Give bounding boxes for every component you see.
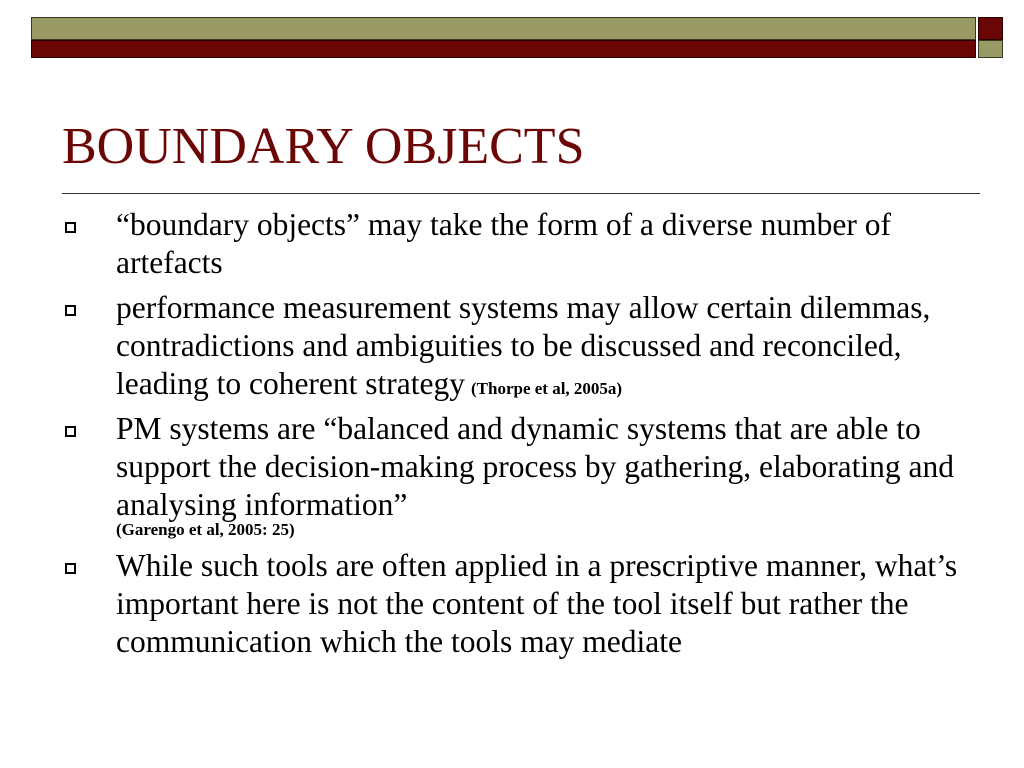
header-band-red xyxy=(31,40,976,58)
bullet-citation: (Thorpe et al, 2005a) xyxy=(471,379,623,398)
bullet-text: “boundary objects” may take the form of a diverse number of artefacts xyxy=(116,207,891,280)
square-bullet-icon xyxy=(65,426,76,437)
bullet-text: PM systems are “balanced and dynamic systems that are able to support the decision-making process by gathering, elaborating and analysing information” xyxy=(116,411,955,522)
bullet-text: performance measurement systems may allow certain dilemmas, contradictions and ambiguities to be discussed and reconciled, leading to coherent strategy xyxy=(116,290,931,401)
bullet-citation: (Garengo et al, 2005: 25) xyxy=(116,520,295,539)
square-bullet-icon xyxy=(65,305,76,316)
slide-title: BOUNDARY OBJECTS xyxy=(62,118,585,175)
square-bullet-icon xyxy=(65,222,76,233)
header-square-olive xyxy=(978,40,1003,58)
header-band-olive xyxy=(31,17,976,40)
square-bullet-icon xyxy=(65,563,76,574)
bullet-item xyxy=(62,547,962,661)
bullet-list xyxy=(62,206,962,668)
bullet-item xyxy=(62,206,962,282)
bullet-text: While such tools are often applied in a prescriptive manner, what’s important here is not the content of the tool itself but rather the communication which the tools may mediate xyxy=(116,548,958,659)
header-square-red xyxy=(978,17,1003,40)
bullet-item xyxy=(62,289,962,403)
title-divider xyxy=(62,193,980,194)
bullet-item xyxy=(62,410,962,540)
